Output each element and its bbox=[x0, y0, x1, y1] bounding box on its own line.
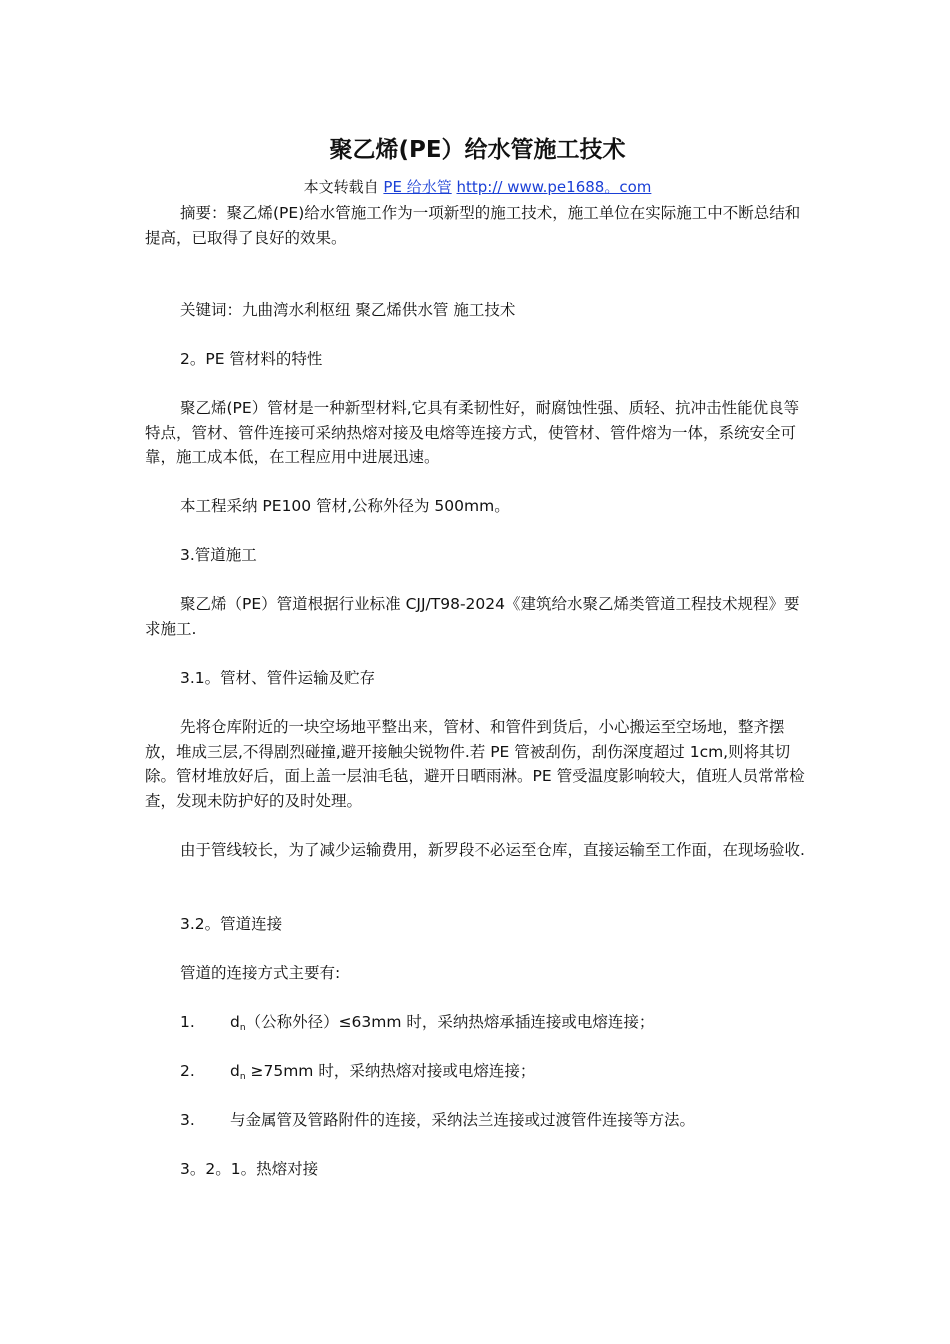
source-line bbox=[145, 175, 810, 199]
section-2-paragraph-1: 聚乙烯(PE）管材是一种新型材料,它具有柔韧性好，耐腐蚀性强、质轻、抗冲击性能优良等特点，管材、管件连接可采纳热熔对接及电熔等连接方式，使管材、管件熔为一体，系统安全可靠，施工成本低，在工程应用中进展迅速。 bbox=[145, 399, 800, 466]
list-item bbox=[180, 1108, 810, 1133]
list-symbol: d bbox=[230, 1062, 240, 1080]
list-number: 2. bbox=[180, 1062, 195, 1080]
section-3-paragraph: 聚乙烯（PE）管道根据行业标准 CJJ/T98-2024《建筑给水聚乙烯类管道工程技术规程》要求施工. bbox=[145, 595, 800, 638]
list-number: 1. bbox=[180, 1013, 195, 1031]
list-text: （公称外径）≤63mm 时，采纳热熔承插连接或电熔连接； bbox=[245, 1013, 655, 1031]
section-3-1-heading: 3.1。管材、管件运输及贮存 bbox=[180, 669, 376, 687]
list-symbol: d bbox=[230, 1013, 240, 1031]
list-text: ≥75mm 时，采纳热熔对接或电熔连接； bbox=[245, 1062, 536, 1080]
section-3-1-paragraph-2: 由于管线较长，为了减少运输费用，新罗段不必运至仓库，直接运输至工作面，在现场验收. bbox=[180, 841, 805, 859]
section-2-paragraph-2: 本工程采纳 PE100 管材,公称外径为 500mm。 bbox=[180, 497, 510, 515]
source-prefix: 本文转载自 bbox=[303, 178, 384, 196]
source-link-url[interactable]: http:// www.pe1688。com bbox=[456, 178, 652, 196]
section-3-2-1-heading: 3。2。1。热熔对接 bbox=[180, 1160, 319, 1178]
section-3-2-intro: 管道的连接方式主要有: bbox=[180, 964, 341, 982]
list-item bbox=[180, 1059, 810, 1090]
keywords: 关键词：九曲湾水利枢纽 聚乙烯供水管 施工技术 bbox=[180, 301, 516, 319]
section-3-heading: 3.管道施工 bbox=[180, 546, 257, 564]
source-link-pe[interactable]: PE 给水管 bbox=[383, 178, 452, 196]
list-subscript: n bbox=[239, 1023, 246, 1033]
section-3-2-heading: 3.2。管道连接 bbox=[180, 915, 283, 933]
section-2-heading: 2。PE 管材料的特性 bbox=[180, 350, 323, 368]
list-item bbox=[180, 1010, 810, 1041]
document-title: 聚乙烯(PE）给水管施工技术 bbox=[329, 137, 626, 163]
abstract: 摘要：聚乙烯(PE)给水管施工作为一项新型的施工技术，施工单位在实际施工中不断总结和提高，已取得了良好的效果。 bbox=[145, 204, 801, 247]
list-text: 与金属管及管路附件的连接，采纳法兰连接或过渡管件连接等方法。 bbox=[230, 1111, 696, 1129]
section-3-1-paragraph-1: 先将仓库附近的一块空场地平整出来，管材、和管件到货后，小心搬运至空场地，整齐摆放，堆成三层,不得剧烈碰撞,避开接触尖锐物件.若 PE 管被刮伤，刮伤深度超过 1cm,则将其切除。管材堆放好后，面上盖一层油毛毡，避开日晒雨淋。PE 管受温度影响较大，值班人员常常检查，发现未防护好的及时处理。 bbox=[145, 718, 805, 810]
list-subscript: n bbox=[239, 1072, 246, 1082]
list-number: 3. bbox=[180, 1111, 195, 1129]
